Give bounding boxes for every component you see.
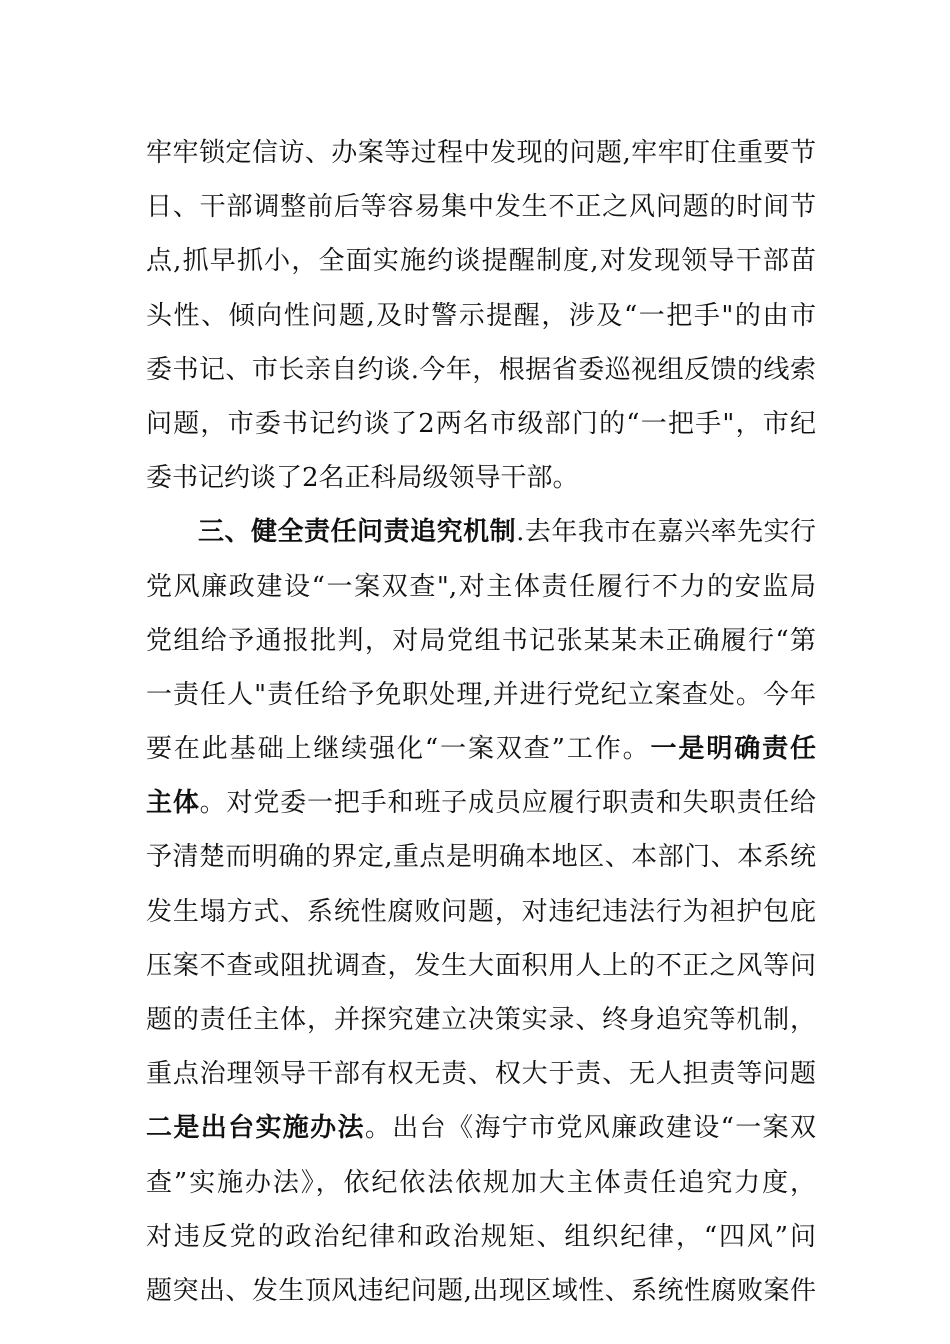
- text-line: 委书记、市长亲自约谈.今年，根据省委巡视组反馈的线索: [146, 354, 816, 385]
- text-line: 查”实施办法》，依纪依法依规加大主体责任追究力度，: [146, 1167, 816, 1198]
- text-line: 要在此基础上继续强化“一案双查”工作。一是明确责任: [146, 734, 816, 765]
- text-line: 题突出、发生顶风违纪问题,出现区域性、系统性腐败案件: [146, 1275, 816, 1306]
- point-heading: 二是出台实施办法: [146, 1113, 365, 1144]
- text-line: 二是出台实施办法。出台《海宁市党风廉政建设“一案双: [146, 1113, 816, 1144]
- text-line: 予清楚而明确的界定,重点是明确本地区、本部门、本系统: [146, 842, 816, 873]
- body-text: [146, 126, 816, 1318]
- section-heading: 三、健全责任问责追究机制: [198, 517, 517, 548]
- text-line: 头性、倾向性问题,及时警示提醒，涉及“一把手"的由市: [146, 300, 816, 331]
- text-line: 一责任人"责任给予免职处理,并进行党纪立案查处。今年: [146, 679, 816, 710]
- text-line: 党组给予通报批判，对局党组书记张某某未正确履行“第: [146, 625, 816, 656]
- paragraph-2: [146, 505, 816, 1318]
- text-line: 题的责任主体，并探究建立决策实录、终身追究等机制，: [146, 1005, 816, 1035]
- text-line: 三、健全责任问责追究机制.去年我市在嘉兴率先实行: [198, 517, 816, 548]
- text-line: 主体。对党委一把手和班子成员应履行职责和失职责任给: [146, 788, 816, 819]
- point-heading: 一是明确责任: [650, 734, 816, 765]
- text-line: 点,抓早抓小，全面实施约谈提醒制度,对发现领导干部苗: [146, 246, 816, 277]
- text-line: 问题，市委书记约谈了2两名市级部门的“一把手"，市纪: [146, 408, 816, 439]
- paragraph-1: [146, 126, 816, 505]
- text-line: 牢牢锁定信访、办案等过程中发现的问题,牢牢盯住重要节: [146, 138, 816, 168]
- text-line: 重点治理领导干部有权无责、权大于责、无人担责等问题: [146, 1059, 816, 1090]
- point-heading: 主体: [146, 788, 200, 819]
- text-line: 日、干部调整前后等容易集中发生不正之风问题的时间节: [146, 192, 816, 223]
- text-line: 党风廉政建设“一案双查",对主体责任履行不力的安监局: [146, 571, 816, 602]
- text-line: 发生塌方式、系统性腐败问题，对违纪违法行为袒护包庇: [146, 896, 816, 927]
- text-line: 压案不查或阻扰调查，发生大面积用人上的不正之风等问: [146, 950, 816, 981]
- text-line: 对违反党的政治纪律和政治规矩、组织纪律，“四风”问: [146, 1221, 816, 1252]
- text-line: 委书记约谈了2名正科局级领导干部。: [146, 463, 579, 494]
